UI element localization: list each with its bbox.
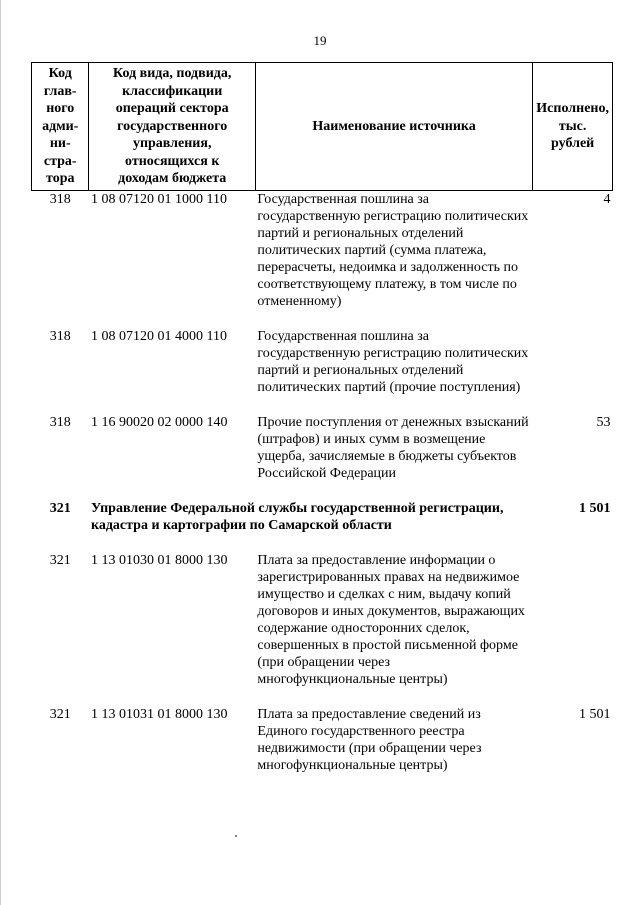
page-number: 19 — [313, 33, 327, 48]
cell-admin: 318 — [49, 414, 71, 430]
section-admin: 321 — [49, 500, 71, 516]
header-admin: Код глав- ного адми- ни- стра- тора — [32, 63, 89, 191]
cell-amount — [533, 552, 613, 706]
cell-amount — [533, 328, 613, 414]
cell-code: 1 08 07120 01 4000 110 — [90, 328, 227, 344]
cell-admin: 318 — [49, 328, 71, 344]
cell-code: 1 16 90020 02 0000 140 — [90, 414, 228, 430]
table-row — [32, 706, 613, 792]
cell-name: Прочие поступления от денежных взысканий (штрафов) и иных сумм в возмещение ущерба, зачисляемые в бюджеты субъектов Российской Федерации — [257, 414, 529, 481]
header-amount: Исполнено, тыс. рублей — [533, 63, 613, 191]
table-row — [32, 328, 613, 414]
header-code: Код вида, подвида, классификации операций сектора государственного управления, относящихся к доходам бюджета — [89, 63, 255, 191]
cell-admin: 321 — [49, 706, 71, 722]
table-row — [32, 190, 613, 328]
table-row — [32, 552, 613, 706]
cell-amount: 53 — [596, 414, 611, 430]
cell-code: 1 13 01030 01 8000 130 — [90, 552, 228, 568]
cell-amount: 4 — [603, 191, 611, 207]
header-name: Наименование источника — [255, 63, 532, 191]
table-row — [32, 414, 613, 500]
cell-name: Государственная пошлина за государственную регистрацию политических партий и региональных отделений политических партий (прочие поступления) — [257, 328, 529, 395]
cell-amount: 1 501 — [579, 706, 611, 722]
cell-admin: 321 — [49, 552, 71, 568]
section-amount: 1 501 — [579, 500, 611, 516]
revenue-table — [31, 62, 613, 792]
cell-code: 1 08 07120 01 1000 110 — [90, 191, 227, 207]
scan-speck — [235, 835, 237, 837]
section-name: Управление Федеральной службы государственной регистрации, кадастра и картографии по Самарской области — [90, 500, 504, 533]
cell-admin: 318 — [49, 191, 71, 207]
cell-name: Плата за предоставление сведений из Единого государственного реестра недвижимости (при обращении через многофункциональные центры) — [257, 706, 482, 773]
table-header-row — [32, 63, 613, 191]
cell-name: Государственная пошлина за государственную регистрацию политических партий и региональных отделений политических партий (сумма платежа, перерасчеты, недоимка и задолженность по соответствующему платежу, в том числе по отмененному) — [257, 191, 529, 309]
scan-edge — [0, 0, 1, 905]
cell-code: 1 13 01031 01 8000 130 — [90, 706, 228, 722]
cell-name: Плата за предоставление информации о зарегистрированных правах на недвижимое имущество и сделках с ним, выдачу копий договоров и иных документов, выражающих содержание односторонних сделок, совершенных в простой письменной форме (при обращении через многофункциональные центры) — [257, 552, 525, 687]
section-row — [32, 500, 613, 552]
